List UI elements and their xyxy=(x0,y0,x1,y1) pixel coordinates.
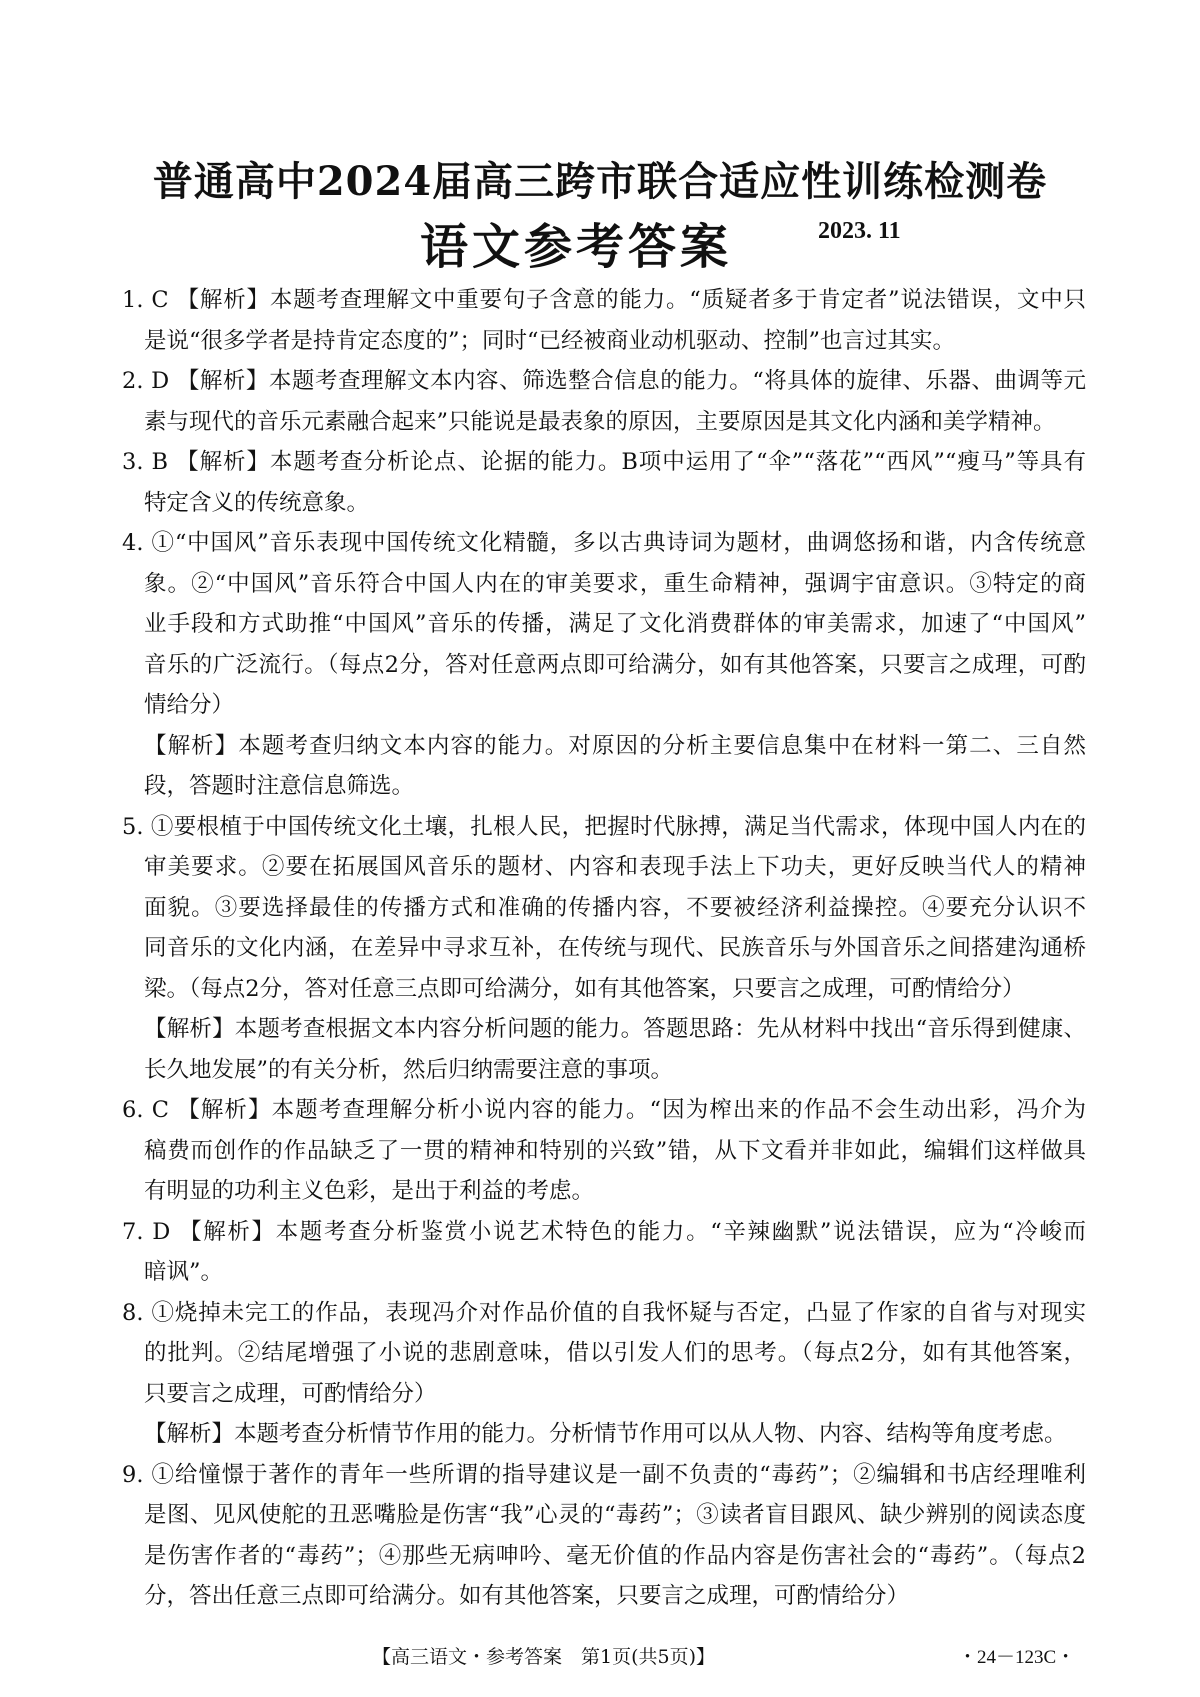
answer-line: 8. ①烧掉未完工的作品，表现冯介对作品价值的自我怀疑与否定，凸显了作家的自省与对现实 xyxy=(122,1299,1086,1326)
answer-line: 梁。（每点2分，答对任意三点即可给满分，如有其他答案，只要言之成理，可酌情给分） xyxy=(144,975,1025,1002)
analysis-line: 【解析】本题考查根据文本内容分析问题的能力。答题思路：先从材料中找出“音乐得到健康、 xyxy=(144,1016,1086,1042)
answer-line: 有明显的功利主义色彩，是出于利益的考虑。 xyxy=(144,1178,595,1204)
analysis-line: 【解析】本题考查归纳文本内容的能力。对原因的分析主要信息集中在材料一第二、三自然 xyxy=(144,732,1086,759)
answer-line: 9. ①给憧憬于著作的青年一些所谓的指导建议是一副不负责的“毒药”；②编辑和书店经理唯利 xyxy=(122,1461,1086,1488)
document-date: 2023. 11 xyxy=(818,218,901,244)
footer-page-info: 【高三语文・参考答案 第1页(共5页)】 xyxy=(372,1646,716,1668)
answer-line: 是伤害作者的“毒药”；④那些无病呻吟、毫无价值的作品内容是伤害社会的“毒药”。（每点2 xyxy=(144,1542,1086,1569)
document-subtitle: 语文参考答案 xyxy=(420,219,733,275)
answer-line: 5. ①要根植于中国传统文化土壤，扎根人民，把握时代脉搏，满足当代需求，体现中国人内在的 xyxy=(122,813,1086,840)
answer-line: 审美要求。②要在拓展国风音乐的题材、内容和表现手法上下功夫，更好反映当代人的精神 xyxy=(144,854,1086,880)
answer-item xyxy=(122,361,1086,442)
answer-line: 同音乐的文化内涵，在差异中寻求互补，在传统与现代、民族音乐与外国音乐之间搭建沟通桥 xyxy=(144,935,1086,961)
analysis-line: 【解析】本题考查分析情节作用的能力。分析情节作用可以从人物、内容、结构等角度考虑。 xyxy=(144,1421,1067,1447)
answer-line: 3. B 【解析】本题考查分析论点、论据的能力。B项中运用了“伞”“落花”“西风”“瘦马”等具有 xyxy=(122,449,1086,475)
answer-line: 分，答出任意三点即可给满分。如有其他答案，只要言之成理，可酌情给分） xyxy=(144,1583,910,1609)
answer-line: 象。②“中国风”音乐符合中国人内在的审美要求，重生命精神，强调宇宙意识。③特定的商 xyxy=(144,570,1086,597)
footer-code: ・24－123C・ xyxy=(958,1647,1076,1668)
answer-line: 2. D 【解析】本题考查理解文本内容、筛选整合信息的能力。“将具体的旋律、乐器、曲调等元 xyxy=(122,368,1086,394)
answer-line: 是图、见风使舵的丑恶嘴脸是伤害“我”心灵的“毒药”；③读者盲目跟风、缺少辨别的阅读态度 xyxy=(144,1502,1086,1528)
answer-line: 7. D 【解析】本题考查分析鉴赏小说艺术特色的能力。“辛辣幽默”说法错误，应为“冷峻而 xyxy=(122,1218,1086,1245)
answer-item xyxy=(122,1212,1086,1293)
answer-item xyxy=(122,442,1086,523)
answer-item xyxy=(122,1090,1086,1212)
answer-line: 音乐的广泛流行。（每点2分，答对任意两点即可给满分，如有其他答案，只要言之成理，可酌 xyxy=(144,651,1086,678)
answer-line: 业手段和方式助推“中国风”音乐的传播，满足了文化消费群体的审美需求，加速了“中国风” xyxy=(144,611,1086,637)
answer-line: 6. C 【解析】本题考查理解分析小说内容的能力。“因为榨出来的作品不会生动出彩，冯介为 xyxy=(122,1097,1086,1123)
answer-line: 只要言之成理，可酌情给分） xyxy=(144,1380,437,1407)
analysis-line: 长久地发展”的有关分析，然后归纳需要注意的事项。 xyxy=(144,1056,674,1083)
answer-list xyxy=(122,280,1086,1617)
answer-line: 暗讽”。 xyxy=(144,1259,224,1285)
answer-line: 4. ①“中国风”音乐表现中国传统文化精髓，多以古典诗词为题材，曲调悠扬和谐，内含传统意 xyxy=(122,530,1086,556)
answer-item xyxy=(122,280,1086,361)
answer-line: 情给分） xyxy=(144,692,235,718)
answer-line: 1. C 【解析】本题考查理解文中重要句子含意的能力。“质疑者多于肯定者”说法错误，文中只 xyxy=(122,287,1086,313)
answer-line: 稿费而创作的作品缺乏了一贯的精神和特别的兴致”错，从下文看并非如此，编辑们这样做具 xyxy=(144,1137,1086,1164)
answer-item xyxy=(122,1293,1086,1455)
answer-line: 特定含义的传统意象。 xyxy=(144,489,370,516)
answer-line: 素与现代的音乐元素融合起来”只能说是最表象的原因，主要原因是其文化内涵和美学精神。 xyxy=(144,408,1056,435)
answer-item xyxy=(122,1455,1086,1617)
document-title: 普通高中2024届高三跨市联合适应性训练检测卷 xyxy=(152,158,1048,205)
answer-item xyxy=(122,807,1086,1091)
answer-line: 是说“很多学者是持肯定态度的”；同时“已经被商业动机驱动、控制”也言过其实。 xyxy=(144,327,956,354)
answer-line: 面貌。③要选择最佳的传播方式和准确的传播内容，不要被经济利益操控。④要充分认识不 xyxy=(144,894,1086,921)
analysis-line: 段，答题时注意信息筛选。 xyxy=(144,773,415,799)
answer-line: 的批判。②结尾增强了小说的悲剧意味，借以引发人们的思考。（每点2分，如有其他答案， xyxy=(144,1340,1086,1366)
answer-item xyxy=(122,523,1086,807)
